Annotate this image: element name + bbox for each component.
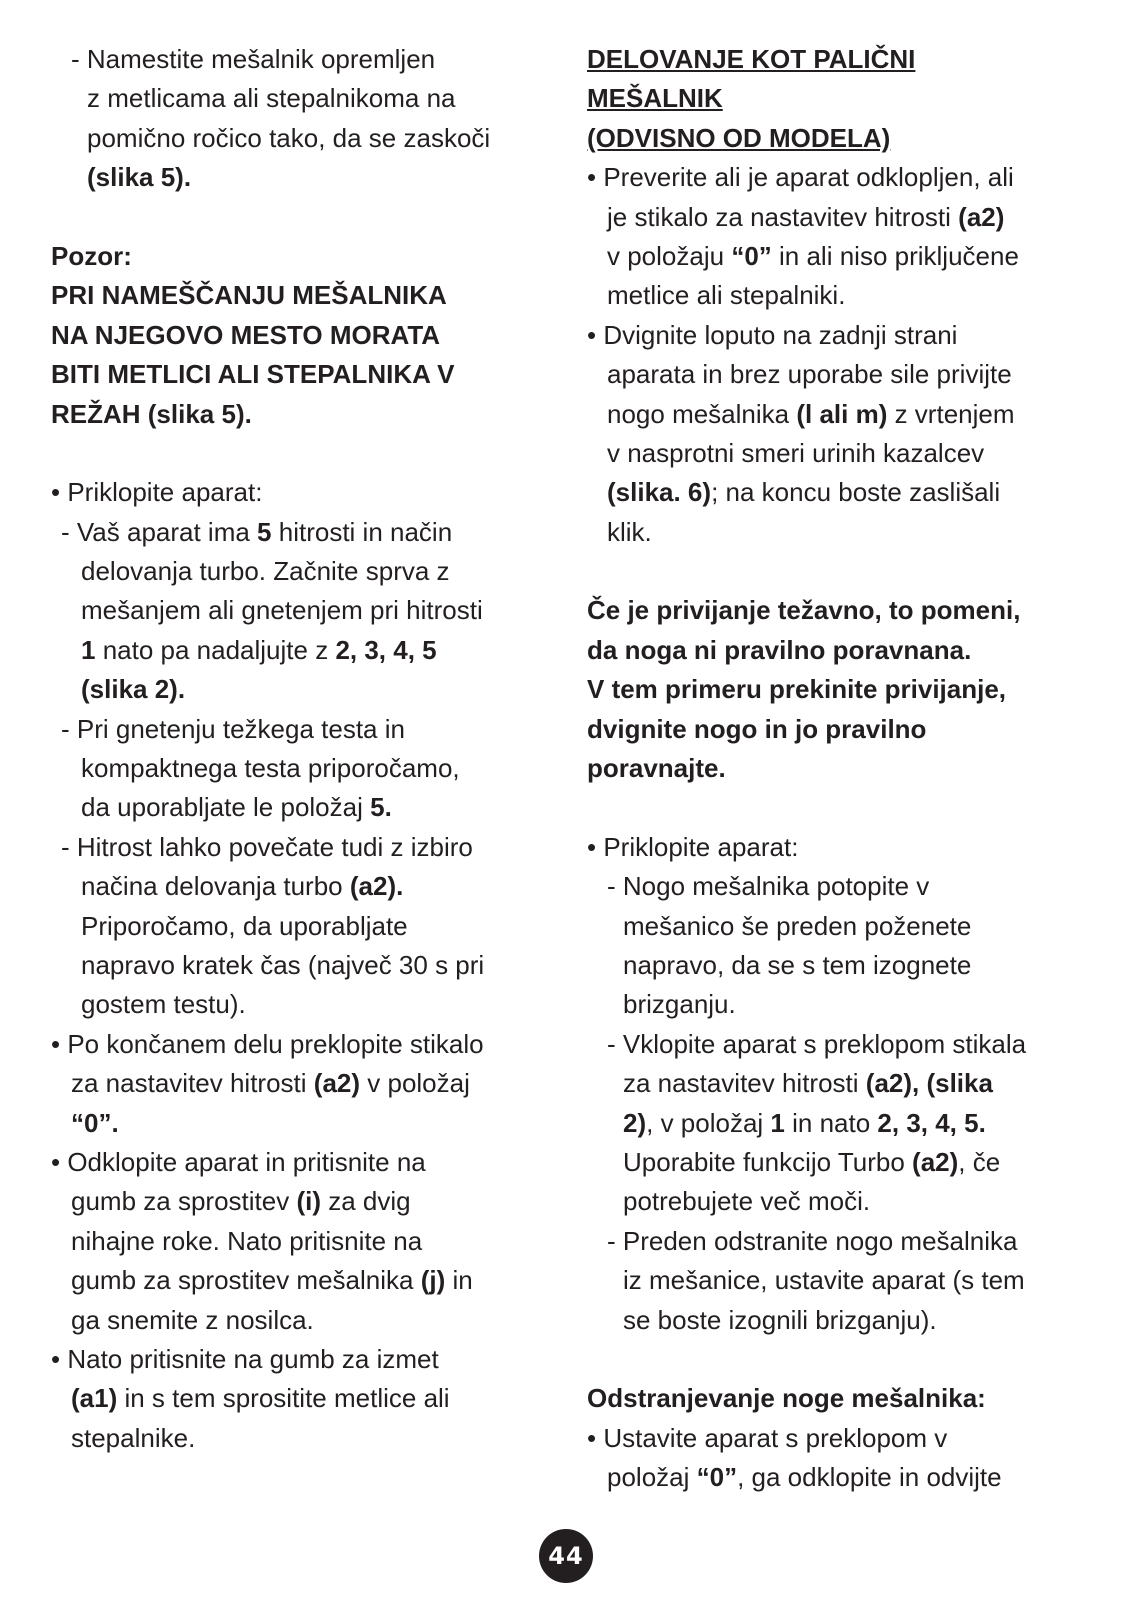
text-line: z metlicama ali stepalnikoma na [87,83,456,114]
text-line: je stikalo za nastavitev hitrosti (a2) [607,201,1005,232]
warning-line: Če je privijanje težavno, to pomeni, [587,595,1021,626]
switch-on-paragraph [587,1025,1107,1222]
text-line: - Vaš aparat ima 5 hitrosti in način [61,516,453,547]
caution-line: PRI NAMEŠČANJU MEŠALNIKA [51,280,447,311]
text-line: 1 nato pa nadaljujte z 2, 3, 4, 5 [81,634,437,665]
attach-leg-paragraph [587,316,1107,552]
text-line: pomično ročico tako, da se zaskoči [87,122,491,153]
figure-reference: (slika 2). [81,674,186,705]
text-line: - Hitrost lahko povečate tudi z izbiro [61,831,473,862]
text-line: • Preverite ali je aparat odklopljen, ali [587,162,1014,193]
text-line: napravo kratek čas (največ 30 s pri [81,949,485,980]
text-line: gumb za sprostitev (i) za dvig [71,1186,411,1217]
text-line: Uporabite funkcijo Turbo (a2), če [623,1146,1001,1177]
turbo-paragraph [51,828,571,1025]
text-line: klik. [607,516,652,547]
heading-line: (ODVISNO OD MODELA) [587,122,891,153]
text-line: ga snemite z nosilca. [71,1304,314,1335]
text-line: napravo, da se s tem izognete [623,949,972,980]
text-line: - Namestite mešalnik opremljen [71,44,436,74]
text-line: metlice ali stepalniki. [607,280,846,311]
text-line: “0”. [71,1107,119,1138]
finish-paragraph [51,1025,571,1143]
text-line: stepalnike. [71,1422,196,1453]
unplug-paragraph [51,1143,571,1340]
text-line: položaj “0”, ga odklopite in odvijte [607,1462,1002,1493]
heading-line: DELOVANJE KOT PALIČNI [587,44,916,74]
text-line: • Po končanem delu preklopite stikalo [51,1028,484,1059]
text-line: za nastavitev hitrosti (a2) v položaj [71,1068,470,1099]
caution-line: NA NJEGOVO MESTO MORATA [51,319,441,350]
caution-line: REŽAH (slika 5). [51,398,252,429]
text-line: mešanjem ali gnetenjem pri hitrosti [81,595,483,626]
heading-line: MEŠALNIK [587,83,723,114]
caution-block [51,237,571,434]
left-column [51,40,571,1458]
section-heading [587,40,1107,158]
text-line: v nasprotni smeri urinih kazalcev [607,437,985,468]
text-line: • Nato pritisnite na gumb za izmet [51,1343,439,1374]
text-line: mešanico še preden poženete [623,910,972,941]
remove-paragraph [587,1222,1107,1340]
kneading-paragraph [51,710,571,828]
immerse-paragraph [587,867,1107,1025]
text-line: gumb za sprostitev mešalnika (j) in [71,1265,473,1296]
stop-paragraph [587,1419,1107,1498]
warning-line: da noga ni pravilno poravnana. [587,634,972,665]
check-paragraph [587,158,1107,316]
warning-block [587,591,1107,788]
text-line: se boste izognili brizganju). [623,1304,937,1335]
right-column [587,40,1107,1497]
removal-title: Odstranjevanje noge mešalnika: [587,1383,986,1414]
text-line: kompaktnega testa priporočamo, [81,753,460,784]
text-line: aparata in brez uporabe sile privijte [607,359,1012,390]
text-line: potrebujete več moči. [623,1186,871,1217]
text-line: - Nogo mešalnika potopite v [607,871,930,902]
bullet-plug-in: • Priklopite aparat: [51,477,263,508]
text-line: načina delovanja turbo (a2). [81,871,404,902]
text-line: (slika. 6); na koncu boste zaslišali [607,477,1001,508]
instruction-mount-mixer [51,40,571,198]
text-line: • Ustavite aparat s preklopom v [587,1422,948,1453]
text-line: za nastavitev hitrosti (a2), (slika [623,1068,993,1099]
warning-line: V tem primeru prekinite privijanje, [587,674,1007,705]
text-line: • Odklopite aparat in pritisnite na [51,1146,426,1177]
warning-line: dvignite nogo in jo pravilno [587,713,927,744]
page-number: 44 [539,1529,593,1583]
warning-line: poravnajte. [587,753,726,784]
text-line: nogo mešalnika (l ali m) z vrtenjem [607,398,1015,429]
text-line: Priporočamo, da uporabljate [81,910,408,941]
text-line: nihajne roke. Nato pritisnite na [71,1225,423,1256]
bullet-plug-in: • Priklopite aparat: [587,831,799,862]
text-line: 2), v položaj 1 in nato 2, 3, 4, 5. [623,1107,986,1138]
text-line: iz mešanice, ustavite aparat (s tem [623,1265,1025,1296]
speeds-paragraph [51,513,571,710]
eject-paragraph [51,1340,571,1458]
text-line: brizganju. [623,989,736,1020]
text-line: gostem testu). [81,989,246,1020]
text-line: - Preden odstranite nogo mešalnika [607,1225,1018,1256]
text-line: • Dvignite loputo na zadnji strani [587,319,958,350]
figure-reference: (slika 5). [87,162,192,193]
text-line: (a1) in s tem sprositite metlice ali [71,1383,450,1414]
text-line: da uporabljate le položaj 5. [81,792,392,823]
text-line: v položaju “0” in ali niso priključene [607,240,1019,271]
caution-line: BITI METLICI ALI STEPALNIKA V [51,359,455,390]
caution-title: Pozor: [51,240,132,271]
text-line: - Pri gnetenju težkega testa in [61,713,405,744]
text-line: delovanja turbo. Začnite sprva z [81,556,450,587]
text-line: - Vklopite aparat s preklopom stikala [607,1028,1027,1059]
